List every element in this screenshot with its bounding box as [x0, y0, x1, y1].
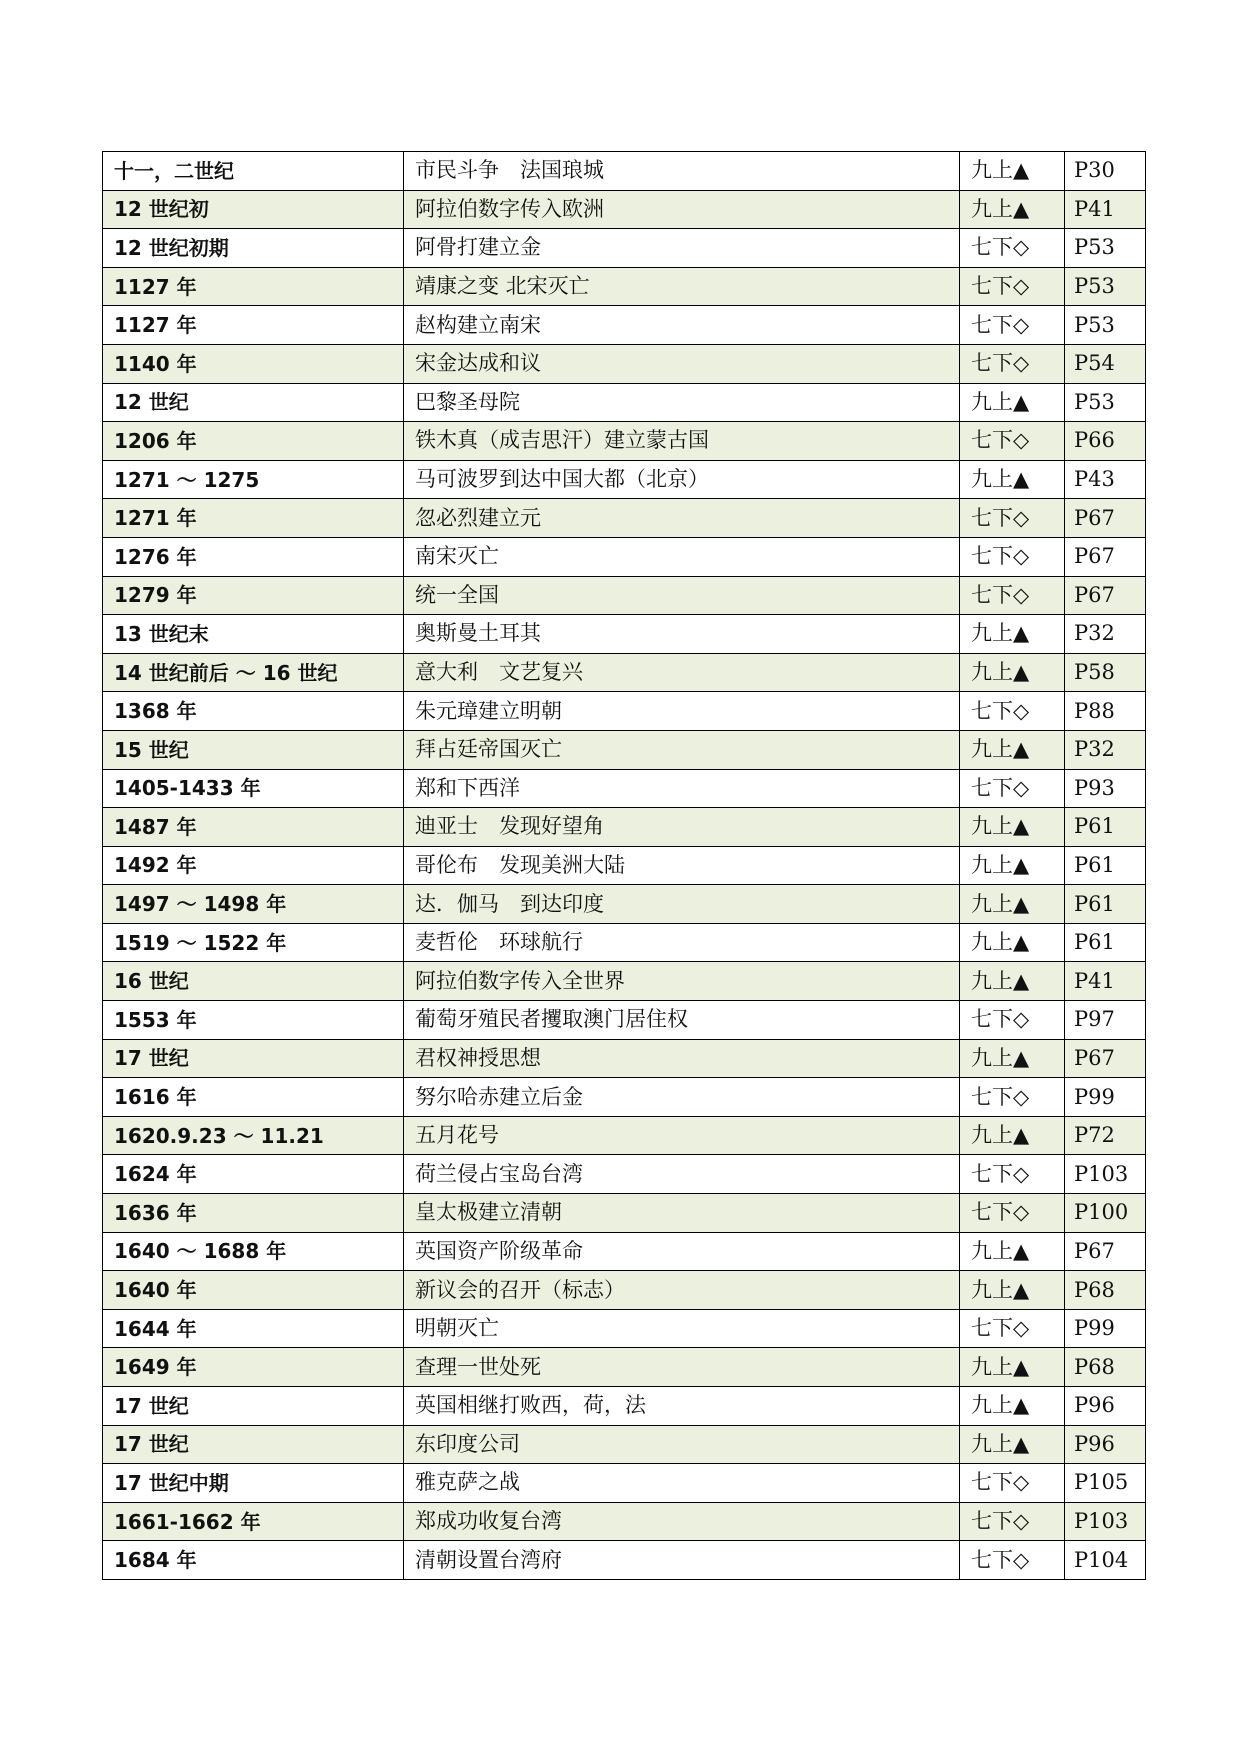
table-row — [103, 152, 1146, 191]
table-row — [103, 1309, 1146, 1348]
date-cell: 1644 年 — [103, 1309, 404, 1348]
page-ref-cell: P68 — [1065, 1348, 1146, 1387]
page-ref-cell: P53 — [1065, 306, 1146, 345]
textbook-cell: 九上▲ — [960, 152, 1065, 191]
textbook-cell: 九上▲ — [960, 190, 1065, 229]
textbook-cell: 七下◇ — [960, 1078, 1065, 1117]
textbook-cell: 七下◇ — [960, 344, 1065, 383]
date-cell: 1661-1662 年 — [103, 1502, 404, 1541]
event-cell: 铁木真（成吉思汗）建立蒙古国 — [404, 422, 960, 461]
event-cell: 东印度公司 — [404, 1425, 960, 1464]
event-cell: 迪亚士 发现好望角 — [404, 808, 960, 847]
date-cell: 1620.9.23 ～ 11.21 — [103, 1116, 404, 1155]
page-ref-cell: P104 — [1065, 1541, 1146, 1580]
table-row — [103, 692, 1146, 731]
event-cell: 郑和下西洋 — [404, 769, 960, 808]
date-cell: 1624 年 — [103, 1155, 404, 1194]
textbook-cell: 九上▲ — [960, 1387, 1065, 1426]
page-ref-cell: P61 — [1065, 846, 1146, 885]
event-cell: 五月花号 — [404, 1116, 960, 1155]
table-row — [103, 229, 1146, 268]
event-cell: 英国资产阶级革命 — [404, 1232, 960, 1271]
event-cell: 雅克萨之战 — [404, 1464, 960, 1503]
textbook-cell: 七下◇ — [960, 229, 1065, 268]
table-row — [103, 1116, 1146, 1155]
page-ref-cell: P53 — [1065, 383, 1146, 422]
textbook-cell: 九上▲ — [960, 962, 1065, 1001]
event-cell: 靖康之变 北宋灭亡 — [404, 267, 960, 306]
date-cell: 1276 年 — [103, 537, 404, 576]
table-row — [103, 730, 1146, 769]
page-ref-cell: P54 — [1065, 344, 1146, 383]
event-cell: 皇太极建立清朝 — [404, 1194, 960, 1233]
event-cell: 英国相继打败西，荷，法 — [404, 1387, 960, 1426]
textbook-cell: 七下◇ — [960, 1541, 1065, 1580]
event-cell: 达．伽马 到达印度 — [404, 885, 960, 924]
page-ref-cell: P58 — [1065, 653, 1146, 692]
event-cell: 阿拉伯数字传入欧洲 — [404, 190, 960, 229]
table-row — [103, 537, 1146, 576]
page-ref-cell: P100 — [1065, 1194, 1146, 1233]
timeline-table — [102, 151, 1146, 1580]
textbook-cell: 九上▲ — [960, 923, 1065, 962]
textbook-cell: 七下◇ — [960, 1502, 1065, 1541]
table-row — [103, 383, 1146, 422]
textbook-cell: 七下◇ — [960, 1194, 1065, 1233]
table-row — [103, 1502, 1146, 1541]
textbook-cell: 九上▲ — [960, 1116, 1065, 1155]
date-cell: 1140 年 — [103, 344, 404, 383]
page-ref-cell: P88 — [1065, 692, 1146, 731]
event-cell: 哥伦布 发现美洲大陆 — [404, 846, 960, 885]
page-ref-cell: P67 — [1065, 576, 1146, 615]
table-row — [103, 190, 1146, 229]
table-row — [103, 1271, 1146, 1310]
page-ref-cell: P67 — [1065, 1232, 1146, 1271]
date-cell: 17 世纪 — [103, 1425, 404, 1464]
event-cell: 葡萄牙殖民者攫取澳门居住权 — [404, 1001, 960, 1040]
table-row — [103, 1001, 1146, 1040]
table-row — [103, 1155, 1146, 1194]
date-cell: 1279 年 — [103, 576, 404, 615]
page-ref-cell: P32 — [1065, 615, 1146, 654]
event-cell: 拜占廷帝国灭亡 — [404, 730, 960, 769]
date-cell: 12 世纪初 — [103, 190, 404, 229]
event-cell: 阿拉伯数字传入全世界 — [404, 962, 960, 1001]
page-ref-cell: P99 — [1065, 1078, 1146, 1117]
date-cell: 1127 年 — [103, 306, 404, 345]
textbook-cell: 七下◇ — [960, 1464, 1065, 1503]
date-cell: 13 世纪末 — [103, 615, 404, 654]
date-cell: 1206 年 — [103, 422, 404, 461]
table-row — [103, 653, 1146, 692]
table-row — [103, 267, 1146, 306]
table-row — [103, 1039, 1146, 1078]
timeline-table-body — [103, 152, 1146, 1580]
page-ref-cell: P67 — [1065, 1039, 1146, 1078]
table-row — [103, 1232, 1146, 1271]
date-cell: 1684 年 — [103, 1541, 404, 1580]
textbook-cell: 九上▲ — [960, 846, 1065, 885]
textbook-cell: 七下◇ — [960, 537, 1065, 576]
textbook-cell: 九上▲ — [960, 383, 1065, 422]
page-ref-cell: P41 — [1065, 962, 1146, 1001]
event-cell: 明朝灭亡 — [404, 1309, 960, 1348]
textbook-cell: 九上▲ — [960, 653, 1065, 692]
date-cell: 17 世纪中期 — [103, 1464, 404, 1503]
table-row — [103, 1078, 1146, 1117]
table-row — [103, 962, 1146, 1001]
page-ref-cell: P67 — [1065, 537, 1146, 576]
table-row — [103, 1464, 1146, 1503]
textbook-cell: 七下◇ — [960, 576, 1065, 615]
page-ref-cell: P43 — [1065, 460, 1146, 499]
event-cell: 清朝设置台湾府 — [404, 1541, 960, 1580]
textbook-cell: 七下◇ — [960, 267, 1065, 306]
page-ref-cell: P53 — [1065, 267, 1146, 306]
page-ref-cell: P32 — [1065, 730, 1146, 769]
event-cell: 朱元璋建立明朝 — [404, 692, 960, 731]
event-cell: 忽必烈建立元 — [404, 499, 960, 538]
textbook-cell: 七下◇ — [960, 499, 1065, 538]
date-cell: 1405-1433 年 — [103, 769, 404, 808]
date-cell: 1271 年 — [103, 499, 404, 538]
event-cell: 巴黎圣母院 — [404, 383, 960, 422]
page-ref-cell: P72 — [1065, 1116, 1146, 1155]
textbook-cell: 九上▲ — [960, 615, 1065, 654]
page-ref-cell: P103 — [1065, 1502, 1146, 1541]
date-cell: 17 世纪 — [103, 1387, 404, 1426]
date-cell: 1640 年 — [103, 1271, 404, 1310]
event-cell: 奥斯曼土耳其 — [404, 615, 960, 654]
date-cell: 14 世纪前后 ～ 16 世纪 — [103, 653, 404, 692]
page-ref-cell: P30 — [1065, 152, 1146, 191]
table-row — [103, 1541, 1146, 1580]
table-row — [103, 615, 1146, 654]
textbook-cell: 九上▲ — [960, 1271, 1065, 1310]
table-row — [103, 808, 1146, 847]
table-row — [103, 923, 1146, 962]
date-cell: 1616 年 — [103, 1078, 404, 1117]
table-row — [103, 499, 1146, 538]
page-ref-cell: P67 — [1065, 499, 1146, 538]
page-ref-cell: P41 — [1065, 190, 1146, 229]
textbook-cell: 九上▲ — [960, 1232, 1065, 1271]
event-cell: 君权神授思想 — [404, 1039, 960, 1078]
table-row — [103, 344, 1146, 383]
textbook-cell: 九上▲ — [960, 808, 1065, 847]
textbook-cell: 七下◇ — [960, 692, 1065, 731]
event-cell: 新议会的召开（标志） — [404, 1271, 960, 1310]
page-ref-cell: P105 — [1065, 1464, 1146, 1503]
event-cell: 市民斗争 法国琅城 — [404, 152, 960, 191]
page-ref-cell: P68 — [1065, 1271, 1146, 1310]
date-cell: 1127 年 — [103, 267, 404, 306]
table-row — [103, 1425, 1146, 1464]
event-cell: 赵构建立南宋 — [404, 306, 960, 345]
textbook-cell: 九上▲ — [960, 1348, 1065, 1387]
textbook-cell: 九上▲ — [960, 730, 1065, 769]
event-cell: 荷兰侵占宝岛台湾 — [404, 1155, 960, 1194]
textbook-cell: 九上▲ — [960, 460, 1065, 499]
table-row — [103, 576, 1146, 615]
date-cell: 十一，二世纪 — [103, 152, 404, 191]
page-ref-cell: P99 — [1065, 1309, 1146, 1348]
date-cell: 1553 年 — [103, 1001, 404, 1040]
date-cell: 15 世纪 — [103, 730, 404, 769]
table-row — [103, 846, 1146, 885]
event-cell: 宋金达成和议 — [404, 344, 960, 383]
date-cell: 1636 年 — [103, 1194, 404, 1233]
textbook-cell: 九上▲ — [960, 1425, 1065, 1464]
textbook-cell: 九上▲ — [960, 1039, 1065, 1078]
page-ref-cell: P103 — [1065, 1155, 1146, 1194]
event-cell: 查理一世处死 — [404, 1348, 960, 1387]
page-ref-cell: P53 — [1065, 229, 1146, 268]
date-cell: 1519 ～ 1522 年 — [103, 923, 404, 962]
table-row — [103, 422, 1146, 461]
date-cell: 12 世纪 — [103, 383, 404, 422]
table-row — [103, 769, 1146, 808]
table-row — [103, 306, 1146, 345]
page-ref-cell: P96 — [1065, 1425, 1146, 1464]
event-cell: 郑成功收复台湾 — [404, 1502, 960, 1541]
page-ref-cell: P61 — [1065, 808, 1146, 847]
textbook-cell: 九上▲ — [960, 885, 1065, 924]
textbook-cell: 七下◇ — [960, 422, 1065, 461]
table-row — [103, 460, 1146, 499]
event-cell: 阿骨打建立金 — [404, 229, 960, 268]
table-row — [103, 1387, 1146, 1426]
event-cell: 努尔哈赤建立后金 — [404, 1078, 960, 1117]
textbook-cell: 七下◇ — [960, 769, 1065, 808]
page-ref-cell: P97 — [1065, 1001, 1146, 1040]
page-ref-cell: P96 — [1065, 1387, 1146, 1426]
textbook-cell: 七下◇ — [960, 1155, 1065, 1194]
table-row — [103, 1348, 1146, 1387]
table-row — [103, 1194, 1146, 1233]
date-cell: 1497 ～ 1498 年 — [103, 885, 404, 924]
textbook-cell: 七下◇ — [960, 1309, 1065, 1348]
textbook-cell: 七下◇ — [960, 1001, 1065, 1040]
date-cell: 16 世纪 — [103, 962, 404, 1001]
event-cell: 马可波罗到达中国大都（北京） — [404, 460, 960, 499]
date-cell: 1368 年 — [103, 692, 404, 731]
page-ref-cell: P61 — [1065, 923, 1146, 962]
date-cell: 17 世纪 — [103, 1039, 404, 1078]
date-cell: 1640 ～ 1688 年 — [103, 1232, 404, 1271]
date-cell: 1492 年 — [103, 846, 404, 885]
page-ref-cell: P93 — [1065, 769, 1146, 808]
event-cell: 意大利 文艺复兴 — [404, 653, 960, 692]
date-cell: 12 世纪初期 — [103, 229, 404, 268]
date-cell: 1487 年 — [103, 808, 404, 847]
page-ref-cell: P66 — [1065, 422, 1146, 461]
event-cell: 统一全国 — [404, 576, 960, 615]
event-cell: 麦哲伦 环球航行 — [404, 923, 960, 962]
event-cell: 南宋灭亡 — [404, 537, 960, 576]
page-ref-cell: P61 — [1065, 885, 1146, 924]
table-row — [103, 885, 1146, 924]
date-cell: 1271 ～ 1275 — [103, 460, 404, 499]
textbook-cell: 七下◇ — [960, 306, 1065, 345]
date-cell: 1649 年 — [103, 1348, 404, 1387]
